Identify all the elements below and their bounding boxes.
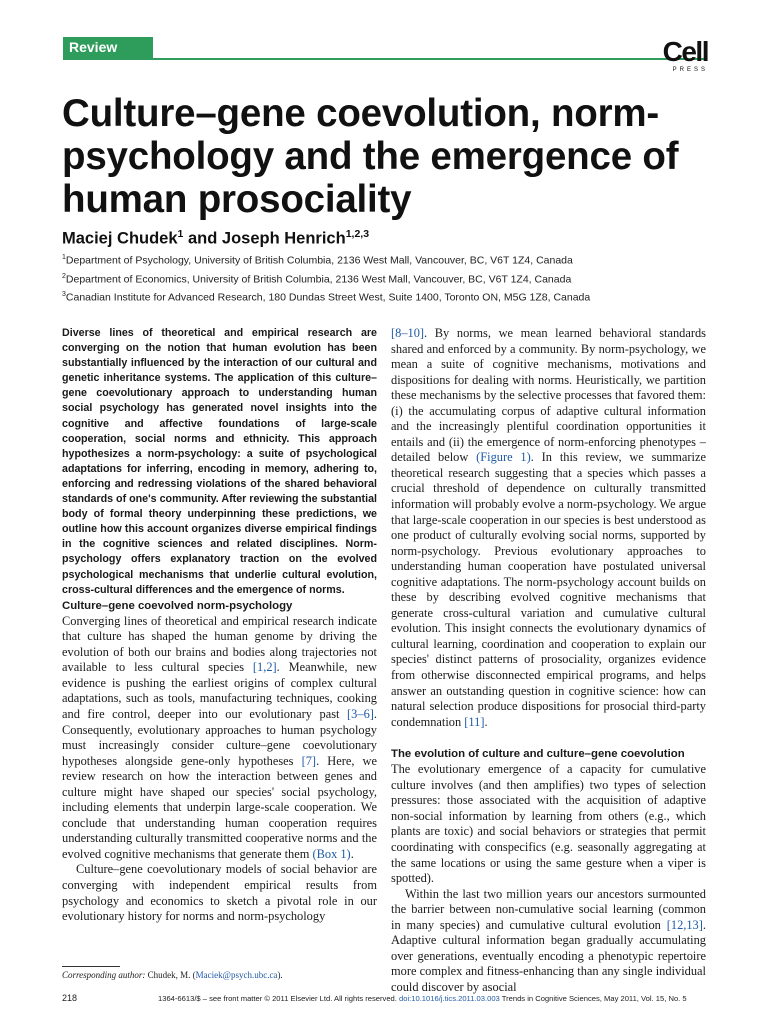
citation-link[interactable]: [1,2]	[252, 660, 277, 675]
citation-link[interactable]: [7]	[301, 753, 317, 768]
footer-citation	[158, 994, 687, 1003]
logo-word: Cell	[662, 36, 708, 67]
body-text: Converging lines of theoretical and empirical research indicate that culture has shaped the human genome by driving the evolution of both our brains and bodies along trajectories not available to less cultural species	[62, 613, 377, 675]
affiliation	[62, 250, 590, 269]
publisher-logo	[663, 38, 708, 74]
body-text: . Meanwhile, new evidence is pushing the earliest origins of complex cultural adaptations, such as tools, manufacturing techniques, cooking and fire control, deeper into our evolutionary past	[62, 660, 377, 721]
citation-link[interactable]: [8–10]	[391, 326, 425, 340]
doi-link[interactable]: doi:10.1016/j.tics.2011.03.003	[399, 994, 500, 1003]
body-text: .	[350, 846, 354, 861]
body-text: . By norms, we mean learned behavioral standards shared and enforced by a community. By norm-psychology, we mean a suite of cognitive mechanisms, motivations and dispositions for dealing with norms. Heuristically, we partition these mechanisms by the selective processes that favored them: (i) the accumulating corpus of adaptive cultural information and the increasingly plentiful coordination opportunities it entails and (ii) the emergence of norm-enforcing phenotypes – detailed below	[391, 326, 706, 465]
author-line	[62, 228, 369, 249]
affiliation-num: 3	[62, 291, 66, 298]
body-paragraph	[62, 614, 377, 863]
body-text: . Adaptive cultural information began gradually accumulating over generations, eventually encoding a phenotypic repertoire more complex and fitness-enhancing than any single individual could discover by asocial	[391, 917, 706, 994]
figure-link[interactable]: (Figure 1)	[476, 450, 531, 465]
right-column	[391, 326, 706, 995]
affiliation	[62, 287, 590, 306]
body-text: . Consequently, evolutionary approaches to human psychology must increasingly consider culture–gene coevolutionary hypotheses alongside gene-only hypotheses	[62, 706, 377, 768]
affiliation-text: Canadian Institute for Advanced Research, 180 Dundas Street West, Suite 1400, Toronto ON, M5G 1Z8, Canada	[65, 291, 591, 304]
affiliation-num: 1	[62, 254, 66, 261]
body-paragraph	[391, 887, 706, 996]
left-column	[62, 326, 377, 925]
section-heading: The evolution of culture and culture–gene coevolution	[391, 748, 685, 761]
affiliations	[62, 250, 590, 306]
copyright-text: 1364-6613/$ – see front matter © 2011 Elsevier Ltd. All rights reserved.	[158, 994, 399, 1003]
citation-link[interactable]: [11]	[464, 714, 485, 729]
footnote-name: Chudek, M. (	[145, 970, 196, 980]
section-heading: Culture–gene coevolved norm-psychology	[62, 599, 293, 612]
header-rule	[63, 58, 707, 60]
citation-link[interactable]: [3–6]	[347, 706, 374, 721]
author-conj: and	[183, 229, 222, 248]
corresponding-author-note	[62, 970, 283, 980]
section-label: Review	[63, 37, 153, 58]
body-text: . In this review, we summarize theoretical research suggesting that a species which passes a crucial threshold of dependence on culturally transmitted information will probably evolve a norm-psychology. We argue that large-scale cooperation in our species is best understood as one product of culturally evolving social norms, supported by norm-psychology. Previous evolutionary approaches to understanding human cooperation have postulated universal cognitive adaptations. The norm-psychology account builds on these by describing evolved cognitive mechanisms that generate cross-cultural variation and cumulative cultural evolution. This insight connects the evolutionary dynamics of cultural learning, coordination and cooperation to explain our species' distinct patterns of prosociality, organizes evidence from otherwise disconnected empirical programs, and helps answer an outstanding question in cognitive science: how can natural selection produce dispositions for prosocial third-party condemnation	[391, 450, 707, 729]
affiliation-num: 2	[62, 272, 66, 280]
footnote-close: ).	[277, 970, 283, 980]
body-text: Within the last two million years our ancestors surmounted the barrier between non-cumulative social learning (common in many species) and cumulative cultural evolution	[391, 886, 706, 932]
author-affil-sup: 1,2,3	[345, 228, 370, 240]
citation-link[interactable]: [12,13]	[666, 917, 703, 932]
box-link[interactable]: (Box 1)	[312, 846, 351, 861]
page-number: 218	[62, 993, 78, 1003]
body-paragraph: Culture–gene coevolutionary models of social behavior are converging with independent empirical results from psychology and economics to sketch a pivotal role in our evolutionary history for norms and norm-psychology	[62, 862, 377, 924]
journal-info: Trends in Cognitive Sciences, May 2011, Vol. 15, No. 5	[499, 994, 687, 1003]
logo-sub: PRESS	[672, 67, 708, 73]
affiliation	[62, 269, 590, 288]
abstract: Diverse lines of theoretical and empirical research are converging on the notion that human evolution has been substantially influenced by the interaction of our cultural and genetic inheritance systems. The application of this culture–gene coevolutionary approach to understanding human social psychology has generated novel insights into the cognitive and affective foundations of large-scale cooperation, social norms and ethnicity. This approach hypothesizes a norm-psychology: a suite of psychological adaptations for inferring, encoding in memory, adhering to, enforcing and redressing violations of the shared behavioral standards of one's community. After reviewing the substantial body of formal theory underpinning these predictions, we outline how this account organizes diverse empirical findings in the cognitive sciences and related disciplines. Norm-psychology offers explanatory traction on the evolved psychological mechanisms that underlie cultural evolution, cross-cultural differences and the emergence of norms.	[62, 327, 377, 596]
body-paragraph	[391, 326, 706, 730]
footnote-label: Corresponding author:	[62, 970, 146, 980]
author-name: Joseph Henrich	[221, 229, 346, 248]
author-affil-sup: 1	[177, 228, 184, 240]
body-paragraph: The evolutionary emergence of a capacity for cumulative culture involves (and then amplifies) two types of selection pressures: those associated with the acquisition of adaptive non-social information by learning from others (e.g., which plants are toxic) and social behaviors or strategies that permit coordinating with conspecifics (e.g. seasonally aggregating at the same locations or using the same gesture when a viper is spotted).	[391, 762, 706, 886]
affiliation-text: Department of Economics, University of British Columbia, 2136 West Mall, Vancouver, BC, V6T 1Z4, Canada	[65, 273, 572, 285]
footnote-rule	[62, 966, 120, 967]
author-name: Maciej Chudek	[62, 229, 178, 248]
body-text: . Here, we review research on how the interaction between genes and culture might have shaped our species' social psychology, including elements that underpin large-scale cooperation. We conclude that understanding human cooperation requires understanding culturally transmitted cooperative norms and the evolved cognitive mechanisms that generate them	[62, 753, 378, 861]
article-title: Culture–gene coevolution, norm-psychology and the emergence of human prosociality	[62, 92, 679, 221]
affiliation-text: Department of Psychology, University of British Columbia, 2136 West Mall, Vancouver, BC, V6T 1Z4, Canada	[65, 254, 573, 267]
body-text: .	[484, 714, 488, 729]
email-link[interactable]: Maciek@psych.ubc.ca	[195, 970, 278, 980]
